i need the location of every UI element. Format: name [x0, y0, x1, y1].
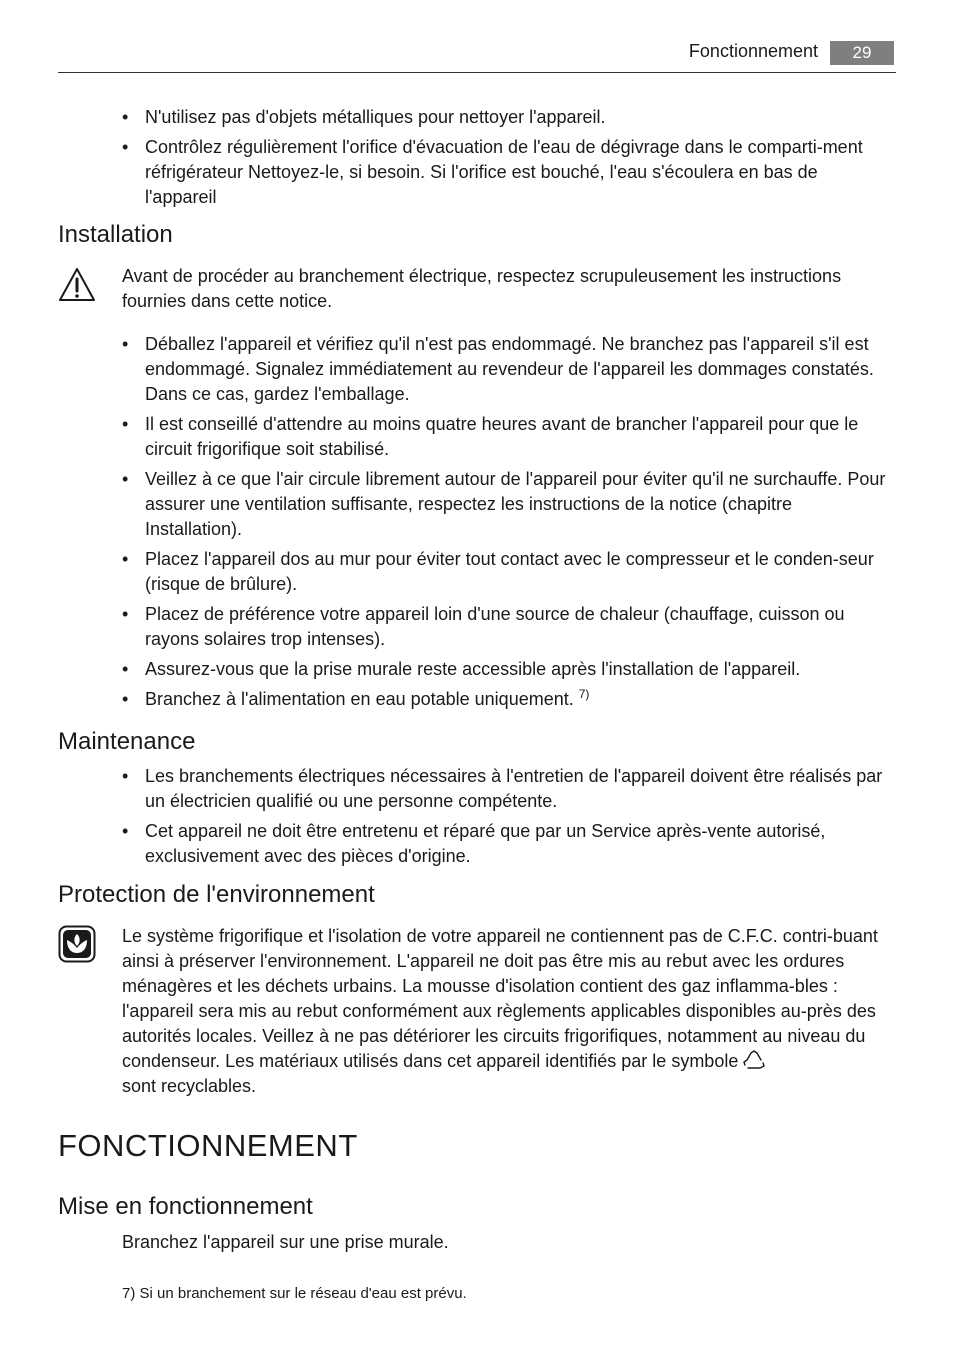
- list-item: • Assurez-vous que la prise murale reste accessible après l'installation de l'appareil.: [122, 657, 892, 682]
- list-item: [122, 687, 892, 712]
- list-item: • Veillez à ce que l'air circule librement autour de l'appareil pour éviter qu'il ne surchauffe. Pour assurer une ventilation suffisante, respectez les instructions de la notice (chapitre Installation).: [122, 467, 892, 542]
- heading-environment: Protection de l'environnement: [58, 881, 375, 908]
- environment-text-block: [122, 924, 897, 1099]
- intro-bullet-list: [122, 105, 892, 215]
- list-item: • Déballez l'appareil et vérifiez qu'il n'est pas endommagé. Ne branchez pas l'appareil s'il est endommagé. Signalez immédiatement au revendeur de l'appareil les dommages constatés. Dans ce cas, gardez l'emballage.: [122, 332, 892, 407]
- heading-startup: Mise en fonctionnement: [58, 1193, 313, 1220]
- page: [58, 0, 896, 1352]
- warning-triangle-icon: [58, 266, 96, 304]
- maintenance-bullet-list: [122, 764, 892, 874]
- page-header: [58, 40, 896, 73]
- environment-text-end: sont recyclables.: [122, 1076, 257, 1096]
- section-title: FONCTIONNEMENT: [58, 1128, 358, 1163]
- list-item: • Contrôlez régulièrement l'orifice d'évacuation de l'eau de dégivrage dans le comparti-ment réfrigérateur Nettoyez-le, si besoin. Si l'orifice est bouché, l'eau s'écoulera en bas de l'appareil: [122, 135, 892, 210]
- footnote-reference: 7): [578, 687, 590, 701]
- installation-warning-text: Avant de procéder au branchement électrique, respectez scrupuleusement les instructions fournies dans cette notice.: [122, 266, 842, 311]
- heading-maintenance: Maintenance: [58, 728, 196, 755]
- list-item-text: Branchez à l'alimentation en eau potable uniquement.: [145, 689, 574, 709]
- startup-text: Branchez l'appareil sur une prise murale.: [122, 1232, 449, 1252]
- list-item: • Placez l'appareil dos au mur pour éviter tout contact avec le compresseur et le conden-seur (risque de brûlure).: [122, 547, 892, 597]
- list-item: • Cet appareil ne doit être entretenu et réparé que par un Service après-vente autorisé, exclusivement avec des pièces d'origine.: [122, 819, 892, 869]
- footnote: 7) Si un branchement sur le réseau d'eau est prévu.: [122, 1285, 467, 1302]
- recycle-icon: [743, 1050, 765, 1070]
- installation-bullet-list: [122, 332, 892, 717]
- heading-installation: Installation: [58, 221, 173, 248]
- list-item: • Il est conseillé d'attendre au moins quatre heures avant de brancher l'appareil pour que le circuit frigorifique soit stabilisé.: [122, 412, 892, 462]
- running-header-title: Fonctionnement: [688, 41, 818, 61]
- page-number-badge: 29: [830, 41, 894, 65]
- list-item: • Placez de préférence votre appareil loin d'une source de chaleur (chauffage, cuisson ou rayons solaires trop intenses).: [122, 602, 892, 652]
- list-item: • N'utilisez pas d'objets métalliques pour nettoyer l'appareil.: [122, 105, 892, 130]
- list-item: • Les branchements électriques nécessaires à l'entretien de l'appareil doivent être réalisés par un électricien qualifié ou une personne compétente.: [122, 764, 892, 814]
- environment-icon: [58, 925, 96, 963]
- environment-text: Le système frigorifique et l'isolation de votre appareil ne contiennent pas de C.F.C. contri-buant ainsi à préserver l'environnement. L'appareil ne doit pas être mis au rebut avec les ordures ménagères et les déchets urbains. La mousse d'isolation contient des gaz inflamma-bles : l'appareil sera mis au rebut conformément aux règlements applicables disponibles au-près des autorités locales. Veillez à ne pas détériorer les circuits frigorifiques, notamment au niveau du condenseur. Les matériaux utilisés dans cet appareil identifiés par le symbole: [122, 926, 878, 1071]
